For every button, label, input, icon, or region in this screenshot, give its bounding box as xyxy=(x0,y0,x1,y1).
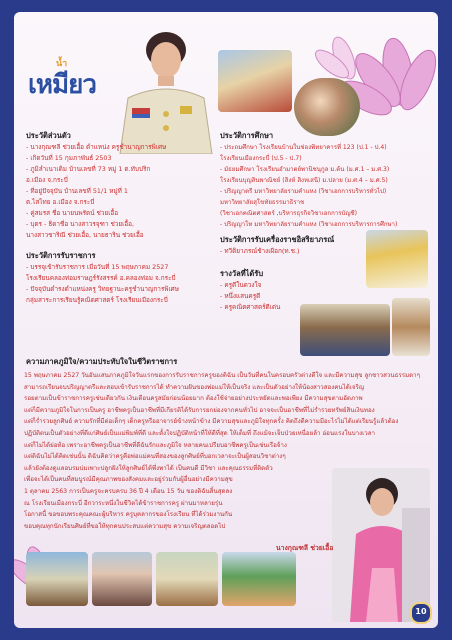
photo-activity-3 xyxy=(156,552,218,606)
list-item: - ที่อยู่ปัจจุบัน บ้านเลขที่ 51/1 หมู่ที่ 1 xyxy=(26,187,128,195)
section-title-education: ประวัติการศึกษา xyxy=(220,131,274,140)
list-item: - เกิดวันที่ 15 กุมภาพันธ์ 2503 xyxy=(26,154,112,162)
photo-trophy xyxy=(218,50,292,112)
list-item: - ปริญญาโท มหาวิทยาลัยรามคำแหง (วิชาเอกการบริหารการศึกษา) xyxy=(220,221,398,228)
section-title-royal: ประวัติการรับเครื่องราชอิสริยาภรณ์ xyxy=(220,235,335,244)
list-item: - ประถมศึกษา โรงเรียนบ้านในช่องพิทยาคารที่ 123 (ป.1 - ป.4) xyxy=(220,144,387,151)
photo-activity-2 xyxy=(92,552,152,606)
yearbook-page xyxy=(14,12,438,628)
list-item: - หนึ่งแสนครูดี xyxy=(220,292,261,300)
list-item: - ปริญญาตรี มหาวิทยาลัยรามคำแหง (วิชาเอกการบริหารทั่วไป) xyxy=(220,188,387,195)
section-title-closing: ความภาคภูมิใจ/ความประทับใจในชีวิตราชการ xyxy=(26,357,178,366)
portrait-photo xyxy=(110,22,222,154)
list-item: โรงเรียนคลองท่อมราษฎร์รังสรรค์ อ.คลองท่อม จ.กระบี่ xyxy=(26,274,176,282)
photo-group xyxy=(300,304,390,356)
paragraph-line: 15 พฤษภาคม 2527 วันอันแสนภาคภูมิใจวันแรกของการรับราชการครูของดิฉัน เป็นวันที่คนในครอบครัวต่างดีใจ และมีความสุข ลูกชาวสวนธรรมดาๆ xyxy=(24,372,420,379)
photo-portrait-small xyxy=(392,298,430,356)
paragraph-line: ณ โรงเรียนเมืองกระบี่ อีกวาระหนึ่งในชีวิตได้ข้าราชการครู ผ่านมาหลายรุ่น xyxy=(24,499,223,507)
list-item: โรงเรียนบุญสินพาณิชย์ (สิงห์ สิงหเสนี) ม.ปลาย (ม.ศ.4 – ม.ศ.5) xyxy=(220,177,388,184)
paragraph-line: ปฏิบัติตนเป็นตัวอย่างที่ดีแก่ศิษย์เป็นแม่พิมพ์ที่ดี และตั้งใจปฏิบัติหน้าที่ให้ดีที่สุด ให้เต็มที่ ถึงแม้จะเจ็บป่วยเหนื่อยล้า อ่อนแรงในบางเวลา xyxy=(24,429,375,437)
paragraph-line: แต่ก็มีความภูมิใจในการเป็นครู อาชีพครูเป็นอาชีพที่มีเกียรติได้รับการยกย่องจากคนทั่วไป อาจจะเป็นอาชีพที่ไม่ร่ำรวยทรัพย์สินเงินทอง xyxy=(24,406,375,414)
list-item: กลุ่มสาระการเรียนรู้คณิตศาสตร์ โรงเรียนเมืองกระบี่ xyxy=(26,296,168,304)
photo-activity-4 xyxy=(222,552,296,606)
paragraph-line: แต่ก็ไม่ได้ย่อท้อ เพราะอาชีพครูเป็นอาชีพที่ดีฉันรักและภูมิใจ หลายคนเปรียบอาชีพครูเป็นเช่นเรือจ้าง xyxy=(24,441,287,449)
section-title-personal: ประวัติส่วนตัว xyxy=(26,131,71,140)
paragraph-line: เพื่อจะได้เป็นคนที่สมบูรณ์มีคุณภาพของสังคมและอยู่ร่วมกับผู้อื่นอย่างมีความสุข xyxy=(24,476,233,484)
paragraph-line: รอยตามเป็นข้าราชการครูเช่นเดียวกัน เงินเดือนครูสมัยก่อนน้อยมาก ต้องใช้จ่ายอย่างประหยัดและพอเพียง มีความสุขตามอัตภาพ xyxy=(24,395,363,403)
photo-family xyxy=(294,78,360,136)
standing-portrait-photo xyxy=(332,468,430,622)
section-title-service: ประวัติการรับราชการ xyxy=(26,251,96,260)
list-item: - ภูมิลำเนาเดิม บ้านเลขที่ 73 หมู่ 1 ต.ทับปริก xyxy=(26,165,151,173)
list-item: - คู่สมรส ชื่อ นายนพรัตน์ ช่วยเอื้อ xyxy=(26,209,119,217)
list-item: โรงเรียนเมืองกระบี่ (ป.5 - ป.7) xyxy=(220,155,302,162)
paragraph-line: แต่ก็ร่ำรวยลูกศิษย์ ความรักที่มีต่อเด็กๆ เด็กครูหรืออาจารย์ข้างหน้าข้าง มีความสุขและภูมิใจทุกครั้ง คิดถึงดีความมีอะไรไม่ได้แต่เรียนรู้แล้วต้อง xyxy=(24,418,399,426)
list-item: - ปัจจุบันดำรงตำแหน่งครู วิทยฐานะครูชำนาญการพิเศษ xyxy=(26,285,179,293)
nickname-small: น้ำ xyxy=(56,59,68,69)
paragraph-line: แล้วยังต้องดูแลอบรมบ่มเพาะปลูกฝังให้ลูกศิษย์ได้พึ่งพาได้ เป็นคนดี มีวิชา และคุณธรรมที่ติดตัว xyxy=(24,464,273,472)
list-item: นางสาวชาริณี ช่วยเอื้อ, นายธาริน ช่วยเอื้อ xyxy=(26,231,144,239)
paragraph-line: โอกาสนี้ ขอขอบพระคุณคณะผู้บริหาร ครูบุคลากรของโรงเรียน ที่ได้ร่วมงานกัน xyxy=(24,511,233,519)
signature-name: นางกุณฑลี ช่วยเอื้อ xyxy=(276,544,334,552)
list-item: มหาวิทยาลัยสุโขทัยธรรมาธิราช xyxy=(220,199,305,206)
list-item: - ทวีติยาภรณ์ช้างเผือก(ท.ช.) xyxy=(220,247,300,255)
photo-award-ceremony xyxy=(366,230,428,288)
list-item: - ครูดีในดวงใจ xyxy=(220,281,262,289)
page-number-badge xyxy=(410,602,432,624)
paragraph-line: สามารถเรียนจบปริญญาตรีและสอบเข้ารับราชการได้ ทำความฝันของพ่อแม่ให้เป็นจริง และเป็นตัวอย่างให้น้องสาวสองคนได้เจริญ xyxy=(24,383,365,391)
list-item: - นางกุณฑลี ช่วยเอื้อ ตำแหน่ง ครูชำนาญการพิเศษ xyxy=(26,143,167,151)
list-item: - มัธยมศึกษา โรงเรียนอำมาตย์พานิชนุกูล ม.ต้น (ม.ศ.1 – ม.ศ.3) xyxy=(220,166,390,173)
list-item: ต.ไสไทย อ.เมือง จ.กระบี่ xyxy=(26,198,95,206)
section-title-awards: รางวัลที่ได้รับ xyxy=(220,269,264,278)
photo-activity-1 xyxy=(26,552,88,606)
paragraph-line: 1 ตุลาคม 2563 การเป็นครูจะครบครบ 36 ปี 4 เดือน 15 วัน ของดิฉันสิ้นสุดลง xyxy=(24,487,233,495)
list-item: - บรรจุเข้ารับราชการ เมื่อวันที่ 15 พฤษภาคม 2527 xyxy=(26,263,169,271)
nickname-title: เหมียว xyxy=(28,70,96,100)
list-item: - บุตร - ธิดาชื่อ นางสาวรจุฑา ช่วยเอื้อ, xyxy=(26,220,135,228)
paragraph-line: แต่ดิฉันไม่ได้คิดเช่นนั้น ดิฉันคิดว่าครูคือพ่อแม่คนที่สองของลูกศิษย์ที่บอกเวลาจะเป็นผู้สอนวิชาต่างๆ xyxy=(24,453,286,461)
paragraph-line: ขอบคุณทุกนักเรียนศิษย์ที่ขอให้ทุกคนประสบแต่ความสุข ความเจริญตลอดไป xyxy=(24,522,226,530)
list-item: (วิชาเอกคณิตศาสตร์ ,บริหารธุรกิจวิชาเอกการบัญชี) xyxy=(220,210,358,217)
list-item: อ.เมือง จ.กระบี่ xyxy=(26,176,68,184)
list-item: - ครูคณิตศาสตร์ดีเด่น xyxy=(220,303,281,311)
page-number: 10 xyxy=(415,607,427,616)
